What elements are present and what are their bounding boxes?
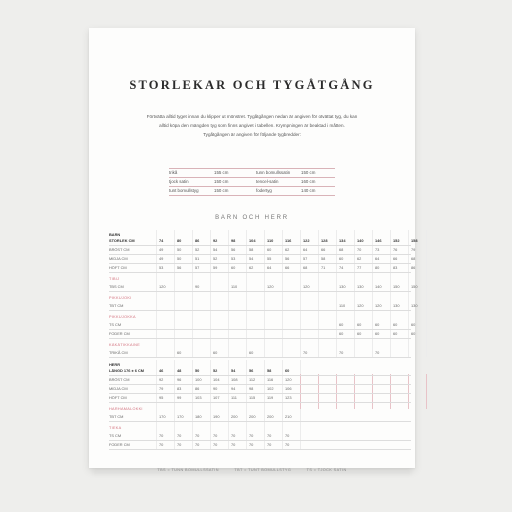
- measure-value: 83: [177, 386, 182, 391]
- measure-label: MIDJA CM: [109, 386, 128, 391]
- measure-value: 96: [177, 377, 182, 382]
- footer-legend: [89, 468, 415, 472]
- fabric-width: 140 cm: [301, 188, 316, 193]
- measure-value: 120: [285, 377, 292, 382]
- measure-value: 83: [393, 265, 398, 270]
- legend-tbs: TBS = TUNN BOMULLSSATIN: [157, 468, 219, 472]
- measure-value: 56: [177, 265, 182, 270]
- fabric-amount-value: 150: [411, 284, 418, 289]
- measure-value: 62: [249, 265, 254, 270]
- intro-line-2: alltid köpa den mängden tyg som finns angivet i tabellen. Krympningen är beaktad i måtten.: [159, 123, 345, 128]
- size-chart-sheet: [89, 28, 418, 472]
- measure-row: [109, 384, 411, 393]
- size-value: 122: [303, 238, 310, 243]
- measure-value: 58: [249, 247, 254, 252]
- fabric-amount-value: 70: [195, 442, 200, 447]
- measure-value: 53: [159, 265, 164, 270]
- measure-value: 112: [249, 377, 256, 382]
- fabric-amount-value: 70: [195, 433, 200, 438]
- fabric-amount-value: 70: [249, 433, 254, 438]
- size-value: 152: [393, 238, 400, 243]
- fabric-amount-value: 70: [177, 442, 182, 447]
- fabric-width: 150 cm: [214, 179, 229, 184]
- fabric-amount-value: 170: [177, 414, 184, 419]
- fabric-amount-value: 60: [357, 331, 362, 336]
- fabric-amount-value: 70: [267, 442, 272, 447]
- measure-value: 60: [267, 247, 272, 252]
- fabric-amount-value: 70: [231, 442, 236, 447]
- measure-value: 100: [195, 377, 202, 382]
- measure-row: [109, 375, 411, 384]
- fabric-amount-label: FODER CM: [109, 442, 130, 447]
- size-value: 80: [177, 238, 182, 243]
- measure-value: 68: [339, 247, 344, 252]
- measure-value: 54: [249, 256, 254, 261]
- measure-value: 79: [411, 247, 416, 252]
- measure-row: [109, 254, 416, 263]
- measure-row: [109, 245, 416, 254]
- intro-text: [119, 112, 385, 139]
- fabric-width: 150 cm: [214, 188, 229, 193]
- measure-value: 106: [285, 386, 292, 391]
- fabric-amount-value: 120: [267, 284, 274, 289]
- measure-value: 51: [195, 256, 200, 261]
- legend-tbt: TBT = TUNT BOMULLSTYG: [234, 468, 292, 472]
- fabric-amount-label: TS CM: [109, 433, 122, 438]
- measure-value: 49: [159, 256, 164, 261]
- measure-value: 94: [231, 386, 236, 391]
- fabric-amount-row: [109, 329, 416, 338]
- measure-value: 70: [357, 247, 362, 252]
- fabric-amount-value: 60: [411, 331, 416, 336]
- fabric-amount-value: 180: [195, 414, 202, 419]
- fabric-width: 150 cm: [301, 170, 316, 175]
- fabric-amount-label: TBT CM: [109, 303, 124, 308]
- measure-value: 66: [285, 265, 290, 270]
- fabric-amount-value: 120: [303, 284, 310, 289]
- fabric-amount-value: 210: [285, 414, 292, 419]
- fabric-amount-label: TBT CM: [109, 414, 124, 419]
- table-group-label: BARN: [109, 232, 121, 237]
- size-header-label: LÄNGD 176 ± 6 CM: [109, 368, 144, 373]
- fabric-amount-row: [109, 440, 411, 449]
- measure-value: 74: [339, 265, 344, 270]
- fabric-name: fodertyg: [256, 188, 272, 193]
- measure-value: 62: [357, 256, 362, 261]
- fabric-amount-row: [109, 431, 411, 440]
- garment-group-title: [109, 313, 411, 320]
- measure-value: 57: [303, 256, 308, 261]
- garment-name: TIBIJ: [109, 277, 120, 281]
- fabric-amount-value: 70: [213, 433, 218, 438]
- measure-value: 68: [303, 265, 308, 270]
- garment-group-title: [109, 405, 411, 412]
- measure-value: 77: [357, 265, 362, 270]
- fabric-amount-value: 130: [357, 284, 364, 289]
- measure-value: 99: [177, 395, 182, 400]
- size-value: 98: [231, 238, 236, 243]
- fabric-name: tunt bomullstyg: [169, 188, 199, 193]
- size-value: 74: [159, 238, 164, 243]
- fabric-amount-value: 60: [177, 350, 182, 355]
- size-value: 48: [177, 368, 182, 373]
- measure-value: 107: [213, 395, 220, 400]
- measure-label: MIDJA CM: [109, 256, 128, 261]
- size-value: 116: [285, 238, 292, 243]
- measure-value: 60: [339, 256, 344, 261]
- legend-ts: TS = TJOCK SATIN: [306, 468, 347, 472]
- measure-value: 58: [321, 256, 326, 261]
- measure-value: 76: [393, 247, 398, 252]
- fabric-amount-value: 130: [411, 303, 418, 308]
- size-header-row: [109, 236, 418, 245]
- measure-value: 56: [231, 247, 236, 252]
- measure-value: 123: [285, 395, 292, 400]
- measure-row: [109, 393, 411, 402]
- size-value: 46: [159, 368, 164, 373]
- fabric-amount-value: 120: [357, 303, 364, 308]
- fabric-name: trikå: [169, 170, 178, 175]
- size-value: 92: [213, 238, 218, 243]
- fabric-amount-value: 110: [339, 303, 346, 308]
- fabric-amount-row: [109, 348, 411, 357]
- size-value: 60: [285, 368, 290, 373]
- garment-name: TIEKA: [109, 426, 122, 430]
- measure-value: 73: [375, 247, 380, 252]
- measure-value: 64: [267, 265, 272, 270]
- measure-value: 52: [213, 256, 218, 261]
- measure-value: 55: [267, 256, 272, 261]
- measure-value: 56: [285, 256, 290, 261]
- garment-name: PIKKUJOKKA: [109, 315, 136, 319]
- measure-value: 80: [375, 265, 380, 270]
- measure-value: 57: [195, 265, 200, 270]
- measure-value: 79: [159, 386, 164, 391]
- measure-value: 116: [267, 377, 274, 382]
- measure-value: 92: [159, 377, 164, 382]
- fabric-amount-label: TRIKÅ CM: [109, 350, 128, 355]
- fabric-amount-value: 200: [249, 414, 256, 419]
- measure-value: 115: [249, 395, 256, 400]
- size-value: 158: [411, 238, 418, 243]
- size-value: 140: [357, 238, 364, 243]
- intro-line-1: Förtvätta alltid tyget innan du klipper ut mönstret. Tygåtgången nedan är angiven för otvättat tyg, du kan: [146, 114, 358, 119]
- grid-line: [426, 374, 427, 409]
- fabric-name: tencel-satin: [256, 179, 279, 184]
- measure-value: 102: [267, 386, 274, 391]
- garment-name: PIKKUJOKI: [109, 296, 132, 300]
- garment-group-title: [109, 341, 411, 348]
- size-value: 146: [375, 238, 382, 243]
- measure-value: 98: [249, 386, 254, 391]
- fabric-name: tjock satin: [169, 179, 189, 184]
- measure-value: 111: [231, 395, 237, 400]
- fabric-amount-value: 70: [159, 442, 164, 447]
- measure-label: HÖFT CM: [109, 395, 127, 400]
- fabric-amount-value: 60: [375, 331, 380, 336]
- fabric-amount-row: [109, 282, 418, 291]
- measure-value: 54: [213, 247, 218, 252]
- fabric-amount-value: 60: [393, 331, 398, 336]
- fabric-amount-value: 70: [285, 433, 290, 438]
- measure-value: 60: [231, 265, 236, 270]
- garment-name: HARHAMALOKKI: [109, 407, 143, 411]
- measure-label: BRÖST CM: [109, 247, 130, 252]
- fabric-width: 155 cm: [214, 170, 229, 175]
- measure-value: 49: [159, 247, 164, 252]
- fabric-amount-value: 60: [357, 322, 362, 327]
- size-value: 86: [195, 238, 200, 243]
- intro-line-3: Tygåtgången är angiven för följande tygbredder:: [203, 132, 301, 137]
- fabric-width: 160 cm: [301, 179, 316, 184]
- size-value: 128: [321, 238, 328, 243]
- measure-value: 52: [195, 247, 200, 252]
- measure-value: 50: [177, 247, 182, 252]
- page-title: STORLEKAR OCH TYGÅTGÅNG: [129, 78, 375, 92]
- fabric-amount-value: 120: [375, 303, 382, 308]
- fabric-amount-value: 70: [267, 433, 272, 438]
- size-value: 104: [249, 238, 256, 243]
- herr-size-table: [109, 360, 411, 449]
- section-title: BARN OCH HERR: [215, 215, 289, 221]
- fabric-amount-value: 130: [339, 284, 346, 289]
- fabric-amount-value: 130: [393, 303, 400, 308]
- fabric-amount-value: 70: [303, 350, 308, 355]
- measure-value: 103: [195, 395, 202, 400]
- size-header-label: STORLEK CM: [109, 238, 135, 243]
- fabric-amount-row: [109, 320, 416, 329]
- measure-value: 90: [213, 386, 218, 391]
- measure-value: 68: [411, 256, 416, 261]
- measure-value: 64: [303, 247, 308, 252]
- fabric-amount-value: 60: [339, 331, 344, 336]
- size-value: 52: [213, 368, 218, 373]
- fabric-amount-value: 170: [159, 414, 166, 419]
- size-header-row: [109, 366, 411, 375]
- size-value: 110: [267, 238, 274, 243]
- fabric-amount-row: [109, 412, 411, 421]
- fabric-amount-value: 140: [375, 284, 382, 289]
- fabric-amount-value: 70: [213, 442, 218, 447]
- measure-value: 71: [321, 265, 326, 270]
- measure-value: 59: [213, 265, 218, 270]
- fabric-amount-value: 60: [375, 322, 380, 327]
- fabric-amount-value: 60: [339, 322, 344, 327]
- table-group-label: HERR: [109, 362, 121, 367]
- measure-value: 119: [267, 395, 274, 400]
- size-value: 50: [195, 368, 200, 373]
- garment-group-title: [109, 275, 411, 282]
- barn-size-table: [109, 230, 418, 357]
- fabric-row: [169, 186, 335, 195]
- fabric-amount-value: 200: [267, 414, 274, 419]
- size-value: 58: [267, 368, 272, 373]
- measure-value: 62: [285, 247, 290, 252]
- measure-value: 53: [231, 256, 236, 261]
- measure-value: 104: [213, 377, 220, 382]
- fabric-amount-row: [109, 301, 418, 310]
- fabric-amount-value: 70: [285, 442, 290, 447]
- fabric-amount-value: 70: [231, 433, 236, 438]
- measure-value: 64: [375, 256, 380, 261]
- fabric-amount-value: 60: [249, 350, 254, 355]
- fabric-amount-label: TS CM: [109, 322, 122, 327]
- fabric-amount-value: 150: [393, 284, 400, 289]
- fabric-amount-value: 70: [159, 433, 164, 438]
- measure-value: 86: [411, 265, 416, 270]
- fabric-amount-value: 110: [231, 284, 238, 289]
- fabric-amount-value: 120: [159, 284, 166, 289]
- measure-value: 66: [321, 247, 326, 252]
- fabric-amount-value: 60: [393, 322, 398, 327]
- fabric-amount-value: 60: [411, 322, 416, 327]
- fabric-amount-value: 70: [177, 433, 182, 438]
- measure-row: [109, 263, 416, 272]
- fabric-row: [169, 177, 335, 186]
- fabric-amount-value: 90: [195, 284, 200, 289]
- measure-value: 95: [159, 395, 164, 400]
- fabric-amount-label: TBS CM: [109, 284, 124, 289]
- measure-label: BRÖST CM: [109, 377, 130, 382]
- garment-group-title: [109, 294, 411, 301]
- fabric-amount-value: 60: [213, 350, 218, 355]
- garment-name: KÄKÄTIKKAINE: [109, 343, 141, 347]
- fabric-amount-label: FODER CM: [109, 331, 130, 336]
- fabric-row: [169, 168, 335, 177]
- fabric-name: tunn bomullssatin: [256, 170, 291, 175]
- fabric-amount-value: 190: [213, 414, 220, 419]
- measure-value: 50: [177, 256, 182, 261]
- size-value: 56: [249, 368, 254, 373]
- fabric-amount-value: 200: [231, 414, 238, 419]
- measure-label: HÖFT CM: [109, 265, 127, 270]
- fabric-amount-value: 70: [249, 442, 254, 447]
- fabric-amount-value: 70: [339, 350, 344, 355]
- measure-value: 66: [393, 256, 398, 261]
- size-value: 134: [339, 238, 346, 243]
- garment-group-title: [109, 424, 411, 431]
- size-value: 54: [231, 368, 236, 373]
- measure-value: 86: [195, 386, 200, 391]
- fabric-width-table: [169, 168, 335, 195]
- measure-value: 108: [231, 377, 238, 382]
- fabric-amount-value: 70: [375, 350, 380, 355]
